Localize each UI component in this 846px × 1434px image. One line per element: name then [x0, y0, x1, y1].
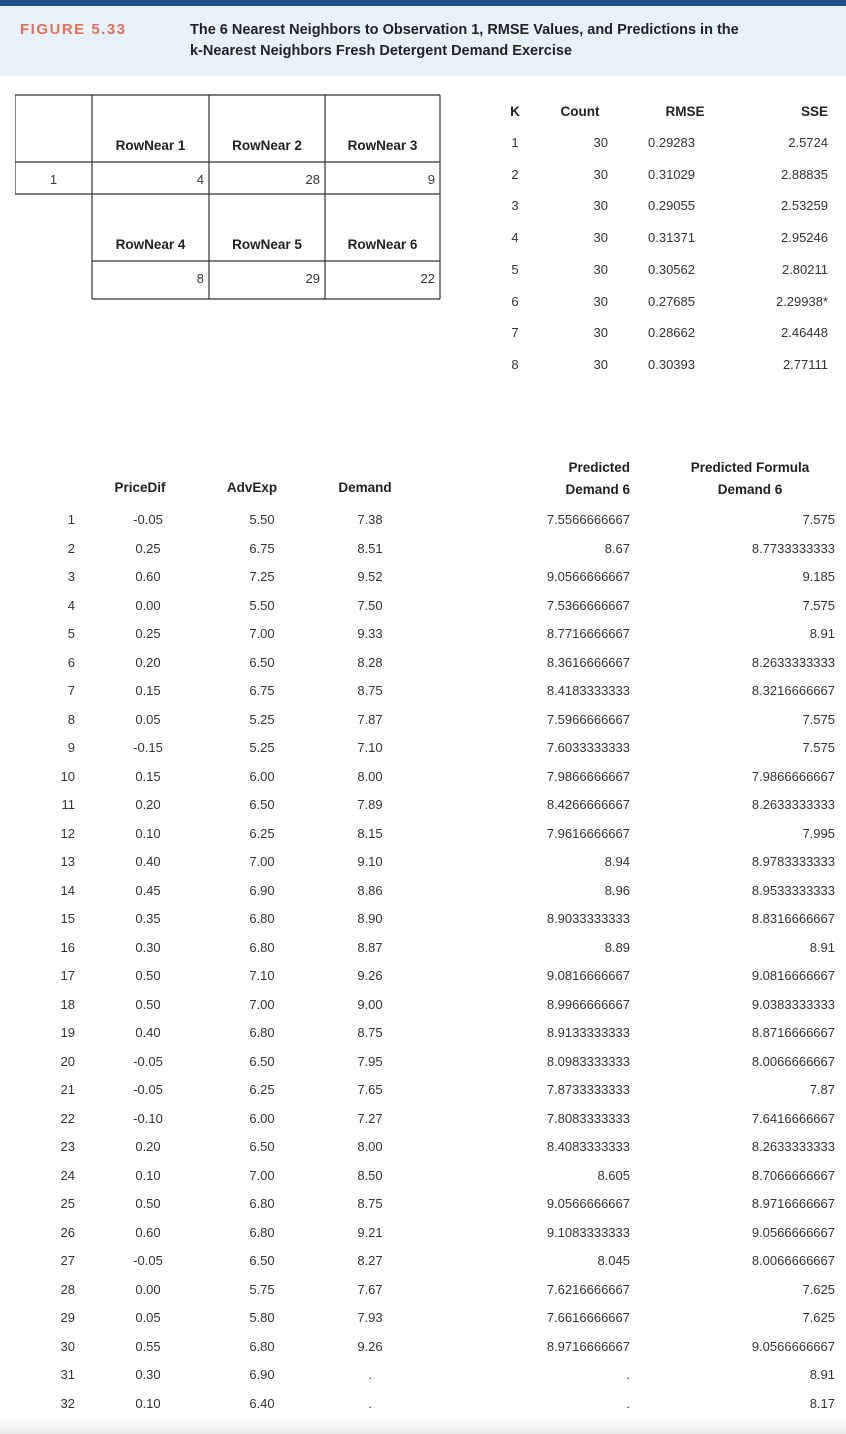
- pricedif-cell: 0.55: [135, 1338, 161, 1354]
- advexp-cell: 7.00: [249, 854, 275, 869]
- pricedif-cell: -0.15: [133, 740, 163, 755]
- rmse-k-cell: 2: [511, 166, 519, 182]
- pricedif-cell: 0.20: [135, 654, 161, 670]
- predicted-formula-cell: 8.8316666667: [751, 911, 835, 926]
- predicted-formula-cell: 9.0566666667: [751, 1338, 835, 1354]
- advexp-cell: 5.50: [249, 512, 275, 527]
- rmse-sse-cell: 2.46448: [781, 325, 828, 341]
- predicted-formula-cell: 8.2633333333: [751, 797, 835, 812]
- demand-cell: 7.27: [357, 1110, 383, 1126]
- predicted-formula-cell: 7.575: [802, 740, 835, 755]
- predicted-formula-cell: 8.2633333333: [751, 654, 835, 670]
- predicted-formula-cell: 9.0566666667: [751, 1224, 835, 1240]
- rmse-k-cell: 4: [511, 230, 519, 246]
- row-number-cell: 14: [60, 882, 75, 898]
- row-number-cell: 5: [67, 626, 75, 641]
- row-number-cell: 23: [60, 1139, 75, 1154]
- demand-cell: 9.26: [357, 968, 383, 983]
- header-predicted-formula-demand-6: [660, 457, 840, 501]
- row-number-cell: 25: [60, 1196, 75, 1211]
- advexp-cell: 5.50: [249, 597, 275, 613]
- demand-cell: 8.51: [357, 540, 383, 556]
- row-number-cell: 13: [60, 854, 75, 869]
- rmse-header-sse: SSE: [800, 104, 828, 119]
- figure-title-line-2: k-Nearest Neighbors Fresh Detergent Demand Exercise: [190, 43, 572, 59]
- pricedif-cell: 0.50: [135, 1196, 161, 1211]
- predicted-formula-cell: 7.87: [809, 1082, 835, 1097]
- row-number-cell: 9: [67, 740, 75, 755]
- rmse-sse-cell: 2.88835: [781, 166, 828, 182]
- rmse-count-cell: 30: [593, 166, 608, 182]
- predicted-formula-cell: 8.0066666667: [751, 1253, 835, 1268]
- advexp-cell: 6.80: [249, 1338, 275, 1354]
- pricedif-cell: 0.15: [135, 683, 161, 698]
- predicted-formula-cell: 7.9866666667: [751, 768, 835, 784]
- predicted-demand-cell: 7.8733333333: [546, 1082, 630, 1097]
- pricedif-cell: 0.20: [135, 1139, 161, 1154]
- rmse-k-cell: 5: [511, 261, 519, 277]
- header-predicted-demand-6: [500, 457, 630, 501]
- row-number-cell: 7: [67, 683, 75, 698]
- rmse-value-cell: 0.31029: [648, 166, 695, 182]
- advexp-cell: 6.80: [249, 1224, 275, 1240]
- predicted-demand-cell: .: [626, 1367, 630, 1382]
- predicted-formula-cell: 7.625: [802, 1310, 835, 1325]
- pricedif-cell: 0.60: [135, 569, 161, 584]
- rmse-count-cell: 30: [593, 230, 608, 246]
- rmse-sse-cell: 2.80211: [781, 261, 828, 277]
- advexp-cell: 6.25: [249, 825, 275, 841]
- predicted-formula-cell: 8.7066666667: [751, 1167, 835, 1183]
- row-number-cell: 8: [67, 711, 75, 727]
- pricedif-cell: 0.40: [135, 1025, 161, 1040]
- pricedif-cell: 0.10: [135, 1167, 161, 1183]
- advexp-cell: 6.80: [249, 1025, 275, 1040]
- rmse-header-k: K: [510, 104, 520, 119]
- predicted-demand-cell: 7.6216666667: [546, 1281, 630, 1297]
- pricedif-cell: 0.10: [135, 1395, 161, 1411]
- rmse-header-count: Count: [560, 104, 600, 119]
- demand-cell: 8.75: [357, 1025, 383, 1040]
- advexp-cell: 7.00: [249, 1167, 275, 1183]
- predicted-formula-cell: 8.9533333333: [751, 882, 835, 898]
- pricedif-cell: -0.05: [133, 512, 163, 527]
- advexp-cell: 6.80: [249, 1196, 275, 1211]
- pricedif-cell: 0.30: [135, 939, 161, 955]
- predicted-formula-cell: 7.575: [802, 711, 835, 727]
- advexp-cell: 6.50: [249, 1053, 275, 1069]
- header-pricedif: PriceDif: [114, 480, 166, 495]
- row-number-cell: 26: [60, 1224, 75, 1240]
- pricedif-cell: 0.60: [135, 1224, 161, 1240]
- demand-cell: 7.10: [357, 740, 383, 755]
- predicted-demand-cell: 7.8083333333: [546, 1110, 630, 1126]
- predicted-demand-cell: 7.6033333333: [546, 740, 630, 755]
- demand-cell: .: [368, 1395, 372, 1411]
- row-number-cell: 17: [60, 968, 75, 983]
- row-number-cell: 27: [60, 1253, 75, 1268]
- rmse-k-cell: 7: [511, 325, 519, 341]
- pricedif-cell: 0.35: [135, 911, 161, 926]
- rmse-k-cell: 3: [511, 198, 519, 214]
- pricedif-cell: 0.25: [135, 626, 161, 641]
- rmse-value-cell: 0.28662: [648, 325, 695, 341]
- advexp-cell: 5.25: [249, 711, 275, 727]
- predicted-formula-cell: 7.625: [802, 1281, 835, 1297]
- demand-cell: .: [368, 1367, 372, 1382]
- demand-cell: 8.15: [357, 825, 383, 841]
- rownear-1-header: RowNear 1: [115, 138, 186, 153]
- row-number-cell: 32: [60, 1395, 75, 1411]
- demand-cell: 7.38: [357, 512, 383, 527]
- advexp-cell: 7.00: [249, 626, 275, 641]
- header-advexp: AdvExp: [226, 480, 278, 495]
- header-predicted-line-1: Predicted: [568, 460, 630, 475]
- row-number-cell: 20: [60, 1053, 75, 1069]
- predicted-demand-cell: 7.9866666667: [546, 768, 630, 784]
- demand-cell: 7.65: [357, 1082, 383, 1097]
- demand-cell: 8.50: [357, 1167, 383, 1183]
- demand-cell: 7.87: [357, 711, 383, 727]
- advexp-cell: 6.50: [249, 1253, 275, 1268]
- predicted-formula-cell: 8.0066666667: [751, 1053, 835, 1069]
- rmse-sse-cell: 2.5724: [788, 135, 828, 150]
- rownear-6-value: 22: [420, 271, 435, 286]
- rmse-count-cell: 30: [593, 356, 608, 372]
- rmse-value-cell: 0.30562: [648, 261, 695, 277]
- rmse-k-cell: 1: [511, 135, 519, 150]
- predicted-formula-cell: 7.6416666667: [751, 1110, 835, 1126]
- demand-cell: 8.75: [357, 683, 383, 698]
- rownear-5-value: 29: [305, 271, 320, 286]
- bottom-edge-shadow: [0, 1418, 846, 1434]
- row-number-cell: 22: [60, 1110, 75, 1126]
- pricedif-cell: 0.00: [135, 597, 161, 613]
- advexp-cell: 7.10: [249, 968, 275, 983]
- predicted-formula-cell: 8.2633333333: [751, 1139, 835, 1154]
- predicted-demand-cell: 8.605: [597, 1167, 630, 1183]
- advexp-cell: 6.50: [249, 797, 275, 812]
- row-number-cell: 30: [60, 1338, 75, 1354]
- predicted-formula-cell: 9.0383333333: [751, 996, 835, 1012]
- rmse-value-cell: 0.27685: [648, 293, 695, 309]
- pricedif-cell: 0.40: [135, 854, 161, 869]
- rownear-5-header: RowNear 5: [232, 237, 302, 252]
- demand-cell: 7.95: [357, 1053, 383, 1069]
- rmse-header-rmse: RMSE: [665, 104, 705, 119]
- advexp-cell: 6.00: [249, 768, 275, 784]
- row-number-cell: 15: [60, 911, 75, 926]
- advexp-cell: 5.80: [249, 1310, 275, 1325]
- predicted-demand-cell: 8.0983333333: [546, 1053, 630, 1069]
- rownear-1-value: 4: [196, 172, 204, 187]
- predicted-demand-cell: .: [626, 1395, 630, 1411]
- predicted-demand-cell: 8.3616666667: [546, 654, 630, 670]
- rmse-count-cell: 30: [593, 198, 608, 214]
- advexp-cell: 5.75: [249, 1281, 275, 1297]
- demand-cell: 8.90: [357, 911, 383, 926]
- advexp-cell: 7.25: [249, 569, 275, 584]
- pricedif-cell: 0.50: [135, 968, 161, 983]
- predicted-formula-cell: 8.91: [809, 1367, 835, 1382]
- advexp-cell: 6.00: [249, 1110, 275, 1126]
- predicted-formula-cell: 8.3216666667: [751, 683, 835, 698]
- row-number-cell: 4: [67, 597, 75, 613]
- rmse-sse-cell: 2.77111: [782, 356, 828, 372]
- rmse-k-cell: 8: [511, 356, 519, 372]
- predicted-demand-cell: 8.96: [604, 882, 630, 898]
- demand-cell: 9.00: [357, 996, 383, 1012]
- rmse-value-cell: 0.30393: [648, 356, 695, 372]
- advexp-cell: 6.90: [249, 1367, 275, 1382]
- row-number-cell: 3: [67, 569, 75, 584]
- rownear-6-header: RowNear 6: [347, 237, 418, 252]
- row-number-cell: 6: [67, 654, 75, 670]
- predicted-demand-cell: 8.94: [604, 854, 630, 869]
- rmse-sse-cell: 2.29938*: [775, 293, 828, 309]
- rmse-sse-cell: 2.95246: [781, 230, 828, 246]
- demand-cell: 8.00: [357, 1139, 383, 1154]
- predicted-formula-cell: 8.17: [809, 1395, 835, 1411]
- predicted-formula-cell: 8.9716666667: [751, 1196, 835, 1211]
- predicted-formula-cell: 8.8716666667: [751, 1025, 835, 1040]
- rmse-value-cell: 0.31371: [648, 230, 695, 246]
- pricedif-cell: -0.05: [133, 1053, 163, 1069]
- predicted-formula-cell: 8.7733333333: [751, 540, 835, 556]
- predicted-demand-cell: 8.9966666667: [546, 996, 630, 1012]
- predicted-demand-cell: 8.67: [604, 540, 630, 556]
- row-number-cell: 16: [60, 939, 75, 955]
- advexp-cell: 6.75: [249, 683, 275, 698]
- predicted-formula-cell: 7.995: [802, 825, 835, 841]
- pricedif-cell: 0.50: [135, 996, 161, 1012]
- predicted-demand-cell: 9.0566666667: [546, 569, 630, 584]
- rmse-k-cell: 6: [511, 293, 519, 309]
- row-number-cell: 1: [67, 512, 75, 527]
- predicted-demand-cell: 8.9133333333: [546, 1025, 630, 1040]
- demand-cell: 7.50: [357, 597, 383, 613]
- rownear-4-value: 8: [196, 271, 204, 286]
- predicted-demand-cell: 8.9716666667: [546, 1338, 630, 1354]
- row-number-cell: 28: [60, 1281, 75, 1297]
- advexp-cell: 6.25: [249, 1082, 275, 1097]
- predicted-formula-cell: 9.0816666667: [751, 968, 835, 983]
- demand-cell: 8.75: [357, 1196, 383, 1211]
- advexp-cell: 6.90: [249, 882, 275, 898]
- demand-cell: 9.10: [357, 854, 383, 869]
- neighbors-row-label: 1: [49, 172, 58, 187]
- demand-cell: 9.21: [357, 1224, 383, 1240]
- rmse-sse-cell: 2.53259: [781, 198, 828, 214]
- header-formula-line-2: Demand 6: [717, 482, 783, 497]
- predicted-formula-cell: 7.575: [802, 512, 835, 527]
- advexp-cell: 6.40: [249, 1395, 275, 1411]
- rmse-count-cell: 30: [593, 261, 608, 277]
- row-number-cell: 29: [60, 1310, 75, 1325]
- predicted-demand-cell: 7.5966666667: [546, 711, 630, 727]
- row-number-cell: 24: [60, 1167, 75, 1183]
- pricedif-cell: 0.05: [135, 1310, 161, 1325]
- rmse-count-cell: 30: [593, 293, 608, 309]
- pricedif-cell: 0.20: [135, 797, 161, 812]
- rownear-2-value: 28: [305, 172, 320, 187]
- pricedif-cell: -0.05: [133, 1253, 163, 1268]
- rmse-count-cell: 30: [593, 135, 608, 150]
- predicted-formula-cell: 9.185: [802, 569, 835, 584]
- demand-cell: 9.26: [357, 1338, 383, 1354]
- predicted-demand-cell: 8.7716666667: [546, 626, 630, 641]
- advexp-cell: 6.80: [249, 911, 275, 926]
- predicted-demand-cell: 8.89: [604, 939, 630, 955]
- pricedif-cell: 0.10: [135, 825, 161, 841]
- predicted-demand-cell: 7.9616666667: [546, 825, 630, 841]
- demand-cell: 7.89: [357, 797, 383, 812]
- figure-title: [190, 20, 830, 62]
- row-number-cell: 12: [60, 825, 75, 841]
- pricedif-cell: 0.15: [135, 768, 161, 784]
- predicted-formula-cell: 8.91: [809, 626, 835, 641]
- predicted-demand-cell: 7.5366666667: [546, 597, 630, 613]
- predicted-demand-cell: 8.4083333333: [546, 1139, 630, 1154]
- demand-cell: 8.87: [357, 939, 383, 955]
- row-number-cell: 31: [60, 1367, 75, 1382]
- rownear-4-header: RowNear 4: [115, 237, 186, 252]
- advexp-cell: 6.50: [249, 1139, 275, 1154]
- demand-cell: 9.52: [357, 569, 383, 584]
- predicted-demand-cell: 9.1083333333: [546, 1224, 630, 1240]
- row-number-cell: 11: [61, 797, 75, 812]
- header-demand: Demand: [338, 480, 392, 495]
- row-number-cell: 21: [60, 1082, 75, 1097]
- predicted-demand-cell: 7.6616666667: [546, 1310, 630, 1325]
- demand-cell: 9.33: [357, 626, 383, 641]
- figure-title-line-1: The 6 Nearest Neighbors to Observation 1, RMSE Values, and Predictions in the: [190, 22, 739, 38]
- rmse-value-cell: 0.29055: [648, 198, 695, 214]
- demand-cell: 8.28: [357, 654, 383, 670]
- figure-header: [0, 6, 846, 76]
- rownear-3-value: 9: [427, 172, 435, 187]
- predicted-demand-cell: 9.0816666667: [546, 968, 630, 983]
- row-number-cell: 10: [60, 768, 75, 784]
- predicted-demand-cell: 8.045: [597, 1253, 630, 1268]
- pricedif-cell: 0.00: [135, 1281, 161, 1297]
- advexp-cell: 7.00: [249, 996, 275, 1012]
- demand-cell: 8.86: [357, 882, 383, 898]
- row-number-cell: 19: [60, 1025, 75, 1040]
- predicted-formula-cell: 8.9783333333: [751, 854, 835, 869]
- pricedif-cell: 0.45: [135, 882, 161, 898]
- pricedif-cell: 0.05: [135, 711, 161, 727]
- advexp-cell: 5.25: [249, 740, 275, 755]
- header-predicted-line-2: Demand 6: [565, 482, 630, 497]
- advexp-cell: 6.75: [249, 540, 275, 556]
- pricedif-cell: 0.25: [135, 540, 161, 556]
- row-number-cell: 18: [60, 996, 75, 1012]
- predicted-demand-cell: 8.9033333333: [546, 911, 630, 926]
- predicted-formula-cell: 8.91: [809, 939, 835, 955]
- predicted-demand-cell: 8.4183333333: [546, 683, 630, 698]
- pricedif-cell: 0.30: [135, 1367, 161, 1382]
- demand-cell: 7.93: [357, 1310, 383, 1325]
- rmse-count-cell: 30: [593, 325, 608, 341]
- row-number-cell: 2: [67, 540, 75, 556]
- demand-cell: 8.00: [357, 768, 383, 784]
- demand-cell: 8.27: [357, 1253, 383, 1268]
- rownear-2-header: RowNear 2: [232, 138, 302, 153]
- predicted-demand-cell: 8.4266666667: [546, 797, 630, 812]
- demand-cell: 7.67: [357, 1281, 383, 1297]
- predicted-formula-cell: 7.575: [802, 597, 835, 613]
- header-formula-line-1: Predicted Formula: [690, 460, 810, 475]
- predicted-demand-cell: 7.5566666667: [546, 512, 630, 527]
- figure-label: FIGURE 5.33: [20, 21, 127, 38]
- pricedif-cell: -0.10: [133, 1110, 163, 1126]
- rownear-3-header: RowNear 3: [347, 138, 418, 153]
- pricedif-cell: -0.05: [133, 1082, 163, 1097]
- advexp-cell: 6.50: [249, 654, 275, 670]
- predicted-demand-cell: 9.0566666667: [546, 1196, 630, 1211]
- rmse-value-cell: 0.29283: [648, 135, 695, 150]
- advexp-cell: 6.80: [249, 939, 275, 955]
